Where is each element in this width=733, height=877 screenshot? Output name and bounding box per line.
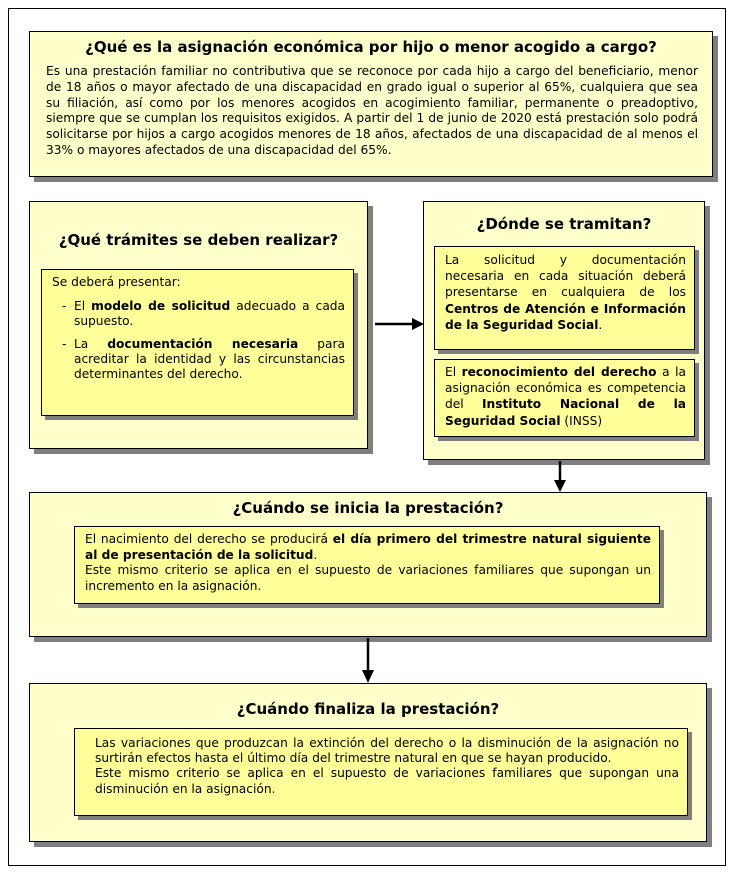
box-where-title: ¿Dónde se tramitan? [476, 215, 652, 233]
procedures-item-form-pre: El [74, 299, 92, 313]
start-birth-text [85, 532, 651, 563]
box-procedures-title: ¿Qué trámites se deben realizar? [58, 231, 339, 249]
procedures-item-docs-post: para acreditar la identidad y las circunstancias determinantes del derecho. [74, 337, 345, 381]
end-criteria-text: Este mismo criterio se aplica en el supuesto de variaciones familiares que supongan una disminución en la asignación. [95, 766, 679, 796]
box-what-is [29, 31, 713, 177]
box-where [423, 201, 705, 460]
where-competence-pre: El [445, 365, 462, 379]
procedures-item-form [52, 299, 345, 329]
box-what-is-title: ¿Qué es la asignación económica por hijo o menor acogido a cargo? [85, 38, 657, 56]
start-birth-post: . [313, 547, 318, 562]
procedures-intro: Se deberá presentar: [52, 275, 181, 289]
end-effects-text: Las variaciones que produzcan la extinción del derecho o la disminución de la asignación no surtirán efectos hasta el último día del trimestre natural en que se hayan producido. [95, 736, 679, 766]
end-detail [74, 728, 688, 816]
procedures-item-form-post: adecuado a cada supuesto. [74, 299, 345, 328]
box-end [29, 683, 707, 842]
procedures-item-form-bold: modelo de solicitud [91, 299, 231, 313]
start-birth-pre: El nacimiento del derecho se producirá [85, 532, 333, 546]
where-competence [434, 359, 695, 437]
start-detail [74, 526, 660, 604]
arrow-where-to-start [552, 461, 568, 493]
box-what-is-text: Es una prestación familiar no contributiva que se reconoce por cada hijo a cargo del beneficiario, menor de 18 años o mayor afectado de una discapacidad en grado igual o superior al 65%, cualquiera que sea su filiación, así como por los menores acogidos en acogimiento familiar, permanente o preadoptivo, siempre que se cumplan los requisitos exigidos. A partir del 1 de junio de 2020 está prestación solo podrá solicitarse por hijos a cargo acogidos menores de 18 años, afectados de una discapacidad de al menos el 33% o mayores afectados de una discapacidad del 65%. [46, 64, 698, 157]
where-competence-bold2: Instituto Nacional de la Seguridad Social [445, 397, 686, 428]
start-birth-bold: el día primero del trimestre natural siguiente al de presentación de la solicitud [85, 532, 651, 562]
procedures-item-docs-bold: documentación necesaria [107, 337, 299, 351]
where-competence-post: (INSS) [560, 413, 603, 428]
where-offices-bold: Centros de Atención e Información de la Seguridad Social [445, 301, 686, 332]
arrow-procedures-to-where [374, 316, 426, 332]
box-end-title: ¿Cuándo finaliza la prestación? [236, 700, 500, 718]
box-start [29, 492, 707, 637]
where-competence-bold1: reconocimiento del derecho [461, 365, 657, 379]
procedures-detail [41, 269, 354, 416]
procedures-item-docs [52, 337, 345, 382]
procedures-list [52, 299, 345, 382]
box-procedures [29, 201, 368, 449]
start-criteria-text: Este mismo criterio se aplica en el supuesto de variaciones familiares que supongan un incremento en la asignación. [85, 563, 651, 593]
procedures-item-docs-pre: La [74, 337, 108, 351]
where-offices-post: . [598, 317, 603, 332]
box-start-title: ¿Cuándo se inicia la prestación? [232, 499, 504, 517]
where-offices-pre: La solicitud y documentación necesaria en cada situación deberá presentarse en cualquiera de los [445, 253, 686, 300]
where-offices [434, 246, 695, 350]
arrow-start-to-end [360, 638, 376, 684]
where-competence-mid: a la asignación económica es competencia del [445, 365, 686, 412]
